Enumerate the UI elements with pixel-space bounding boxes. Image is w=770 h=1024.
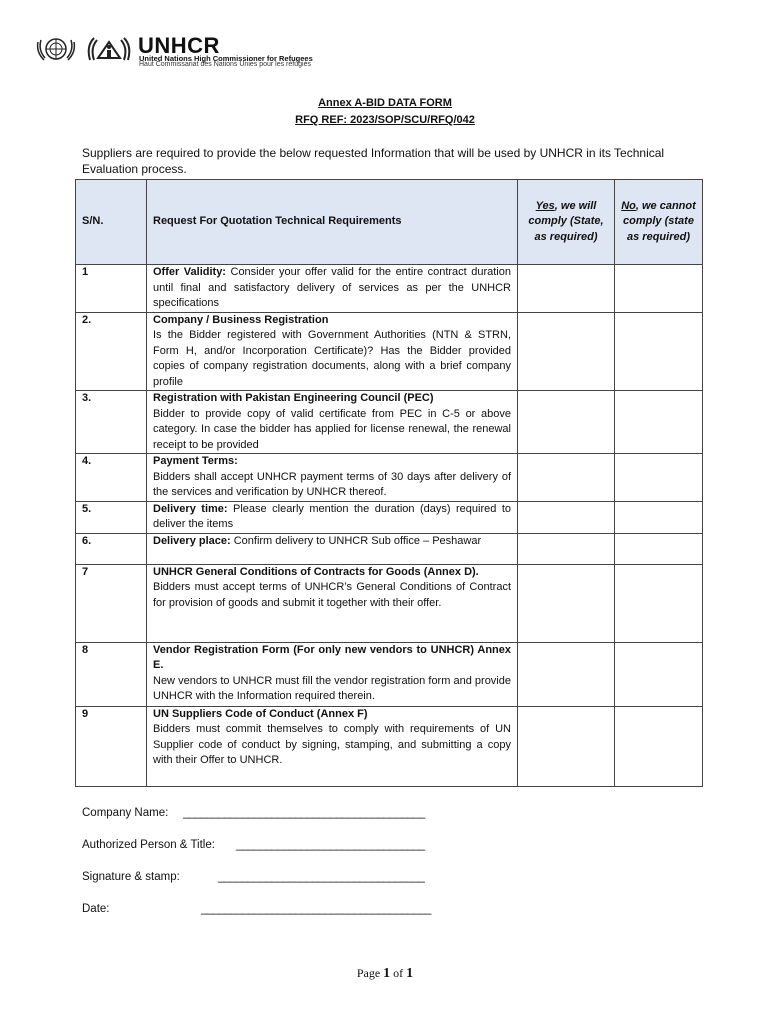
page-label: Page: [356, 966, 384, 980]
header-requirements: Request For Quotation Technical Requirements: [147, 180, 518, 265]
yes-comply-cell[interactable]: [518, 533, 615, 564]
row-requirement-text: Bidders must accept terms of UNHCR’s General Conditions of Contract for provision of goods and submit it together with their offer.: [153, 581, 511, 609]
table-row: [76, 454, 703, 502]
brand-subtitle-fr: Haut Commissariat des Nations Unies pour les réfugiés: [139, 61, 311, 68]
intro-text: Suppliers are required to provide the below requested Information that will be used by UNHCR in its Technical Evaluation process.: [82, 146, 665, 176]
header-no: [615, 180, 703, 265]
row-sn: 1: [76, 265, 147, 313]
brand-subtitle-en: United Nations High Commissioner for Refugees: [139, 54, 313, 63]
no-comply-cell[interactable]: [615, 642, 703, 706]
company-name-field[interactable]: _________________________________________: [183, 807, 425, 819]
row-requirement: [147, 391, 518, 454]
table-row: [76, 265, 703, 313]
row-requirement: [147, 454, 518, 502]
table-row: [76, 642, 703, 706]
authorized-person-field[interactable]: ________________________________: [236, 839, 425, 851]
page-number: [0, 966, 770, 982]
row-sn: 4.: [76, 454, 147, 502]
row-requirement: [147, 706, 518, 786]
no-comply-cell[interactable]: [615, 501, 703, 533]
no-comply-cell[interactable]: [615, 706, 703, 786]
row-sn: 2.: [76, 312, 147, 391]
row-sn: 8: [76, 642, 147, 706]
rfq-reference: RFQ REF: 2023/SOP/SCU/RFQ/042: [295, 114, 475, 126]
brand-name: UNHCR: [138, 33, 220, 58]
header-sn: S/N.: [76, 180, 147, 265]
header-no-rest: , we cannot comply (state as required): [623, 199, 696, 243]
row-requirement: [147, 533, 518, 564]
yes-comply-cell[interactable]: [518, 312, 615, 391]
requirements-table: [75, 179, 703, 787]
yes-comply-cell[interactable]: [518, 706, 615, 786]
yes-comply-cell[interactable]: [518, 501, 615, 533]
row-requirement: [147, 312, 518, 391]
row-requirement-title: UNHCR General Conditions of Contracts for Goods (Annex D).: [153, 565, 479, 578]
table-row: [76, 706, 703, 786]
header-yes: [518, 180, 615, 265]
page-of: of: [390, 966, 407, 980]
yes-comply-cell[interactable]: [518, 265, 615, 313]
table-row: [76, 533, 703, 564]
header-no-lead: No: [621, 199, 636, 212]
no-comply-cell[interactable]: [615, 533, 703, 564]
row-requirement-title: Registration with Pakistan Engineering Council (PEC): [153, 392, 434, 404]
row-requirement-text: Is the Bidder registered with Government Authorities (NTN & STRN, Form H, and/or Incorporation Certificate)? Has the Bidder provided copies of company registration documents, along with a brief company profile: [153, 329, 511, 388]
row-requirement-text: Bidder to provide copy of valid certificate from PEC in C-5 or above category. In case the bidder has applied for license renewal, the renewal receipt to be provided: [153, 407, 511, 451]
row-requirement-text: Bidders shall accept UNHCR payment terms of 30 days after delivery of the services and verification by UNHCR thereof.: [153, 470, 511, 498]
row-requirement-title: Company / Business Registration: [153, 313, 329, 326]
row-sn: 7: [76, 564, 147, 642]
yes-comply-cell[interactable]: [518, 454, 615, 502]
row-requirement-text: Please clearly mention the duration (days) required to deliver the items: [153, 502, 511, 530]
no-comply-cell[interactable]: [615, 312, 703, 391]
row-requirement-text: Bidders must commit themselves to comply with requirements of UN Supplier code of conduct by signing, stamping, and submitting a copy with their Offer to UNHCR.: [153, 723, 511, 766]
page-total: 1: [406, 966, 414, 981]
row-requirement-text: Consider your offer valid for the entire contract duration until final and satisfactory delivery of services as per the UNHCR specifications: [153, 266, 511, 309]
row-requirement-text: New vendors to UNHCR must fill the vendor registration form and provide UNHCR with the Information required therein.: [153, 674, 511, 702]
company-name-label: Company Name:: [82, 807, 169, 819]
un-emblem-icon: [34, 34, 78, 64]
row-requirement-title: UN Suppliers Code of Conduct (Annex F): [153, 707, 368, 720]
table-row: [76, 564, 703, 642]
row-sn: 6.: [76, 533, 147, 564]
no-comply-cell[interactable]: [615, 391, 703, 454]
row-requirement-title: Delivery time:: [153, 502, 228, 515]
row-requirement: [147, 642, 518, 706]
row-requirement-title: Vendor Registration Form (For only new vendors to UNHCR) Annex E.: [153, 643, 511, 671]
authorized-person-label: Authorized Person & Title:: [82, 839, 215, 851]
row-sn: 3.: [76, 391, 147, 454]
signature-label: Signature & stamp:: [82, 871, 180, 883]
table-row: [76, 501, 703, 533]
row-requirement-text: Confirm delivery to UNHCR Sub office – Peshawar: [230, 534, 482, 547]
page-current: 1: [383, 966, 391, 981]
row-sn: 5.: [76, 501, 147, 533]
row-requirement: [147, 265, 518, 313]
no-comply-cell[interactable]: [615, 564, 703, 642]
form-title: Annex A-BID DATA FORM: [318, 97, 452, 109]
table-header-row: [76, 180, 703, 265]
unhcr-refugee-icon: [84, 34, 134, 64]
table-row: [76, 312, 703, 391]
row-requirement-title: Payment Terms:: [153, 455, 238, 467]
row-requirement: [147, 501, 518, 533]
yes-comply-cell[interactable]: [518, 391, 615, 454]
row-requirement: [147, 564, 518, 642]
row-requirement-title: Delivery place:: [153, 534, 231, 547]
no-comply-cell[interactable]: [615, 454, 703, 502]
yes-comply-cell[interactable]: [518, 642, 615, 706]
row-requirement-title: Offer Validity:: [153, 266, 226, 278]
row-sn: 9: [76, 706, 147, 786]
date-field[interactable]: _______________________________________: [201, 903, 431, 915]
no-comply-cell[interactable]: [615, 265, 703, 313]
date-label: Date:: [82, 903, 110, 915]
header-yes-rest: , we will comply (State, as required): [528, 199, 604, 243]
table-row: [76, 391, 703, 454]
header-yes-lead: Yes: [535, 199, 555, 212]
signature-field[interactable]: ___________________________________: [218, 871, 425, 883]
yes-comply-cell[interactable]: [518, 564, 615, 642]
